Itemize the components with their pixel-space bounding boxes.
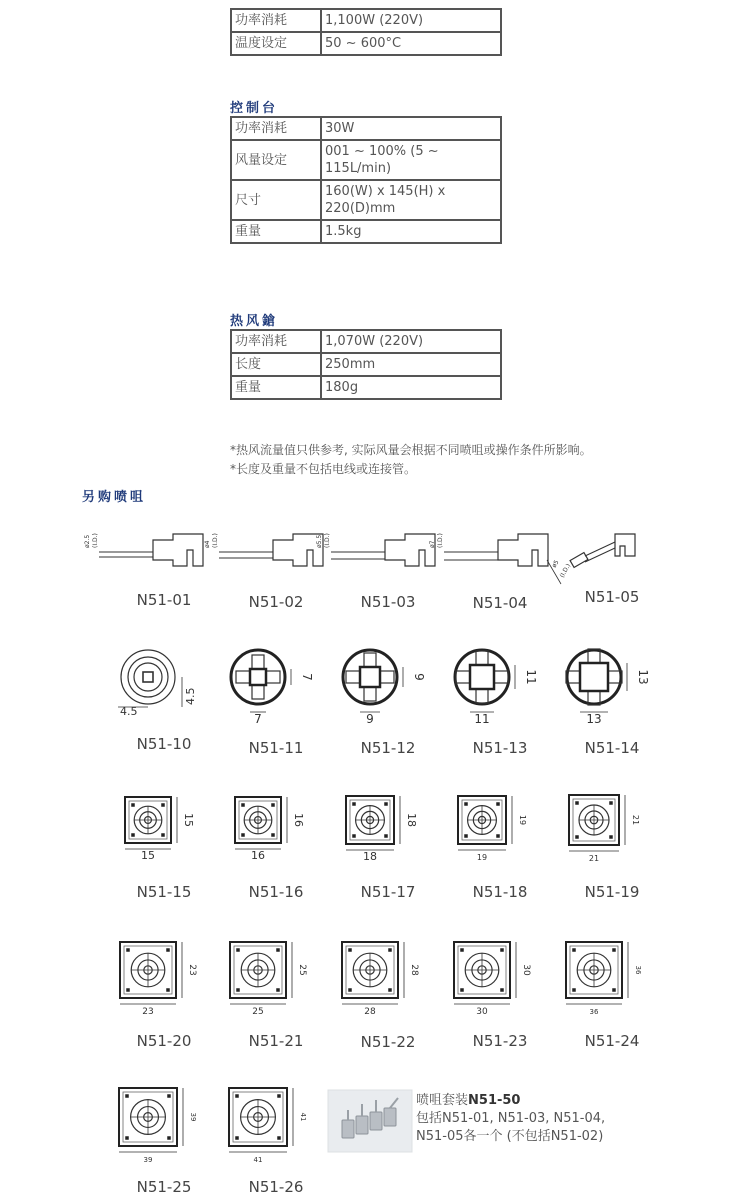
console-heading: 控制台 <box>230 101 279 116</box>
table-row <box>231 9 501 32</box>
id-label: (I.D.) <box>324 533 331 548</box>
dimension-label: 41 <box>253 1156 263 1164</box>
nozzle-caption: N51-24 <box>584 1032 640 1050</box>
dimension-label: 23 <box>142 1007 154 1017</box>
square-nozzle-drawing <box>569 795 640 863</box>
round-nozzle-drawing <box>118 650 197 718</box>
square-nozzle-drawing <box>229 1088 307 1164</box>
table-row <box>231 180 501 220</box>
nozzle-caption: N51-02 <box>248 593 304 611</box>
side-view-nozzle-drawing <box>204 533 323 566</box>
console-spec-table <box>230 116 502 244</box>
spec-value: 160(W) x 145(H) x 220(D)mm <box>321 180 501 220</box>
spec-value: 30W <box>321 117 501 140</box>
side-view-nozzle-drawing <box>316 533 435 566</box>
spec-value: 1.5kg <box>321 220 501 243</box>
dimension-label: 16 <box>251 849 265 862</box>
nozzle-caption: N51-18 <box>472 883 528 901</box>
nozzle-caption: N51-05 <box>584 588 640 606</box>
round-nozzle-drawing <box>231 650 314 726</box>
nozzle-caption: N51-03 <box>360 593 416 611</box>
round-nozzle-drawing <box>455 650 538 726</box>
nozzle-kit-description <box>416 1092 605 1146</box>
spec-value: 180g <box>321 376 501 399</box>
dimension-label: 25 <box>252 1007 264 1017</box>
id-label: (I.D.) <box>437 533 444 548</box>
table-row <box>231 140 501 180</box>
gun-heading: 热风鎗 <box>230 314 279 329</box>
spec-value: 001 ~ 100% (5 ~ 115L/min) <box>321 140 501 180</box>
table-row <box>231 376 501 399</box>
nozzle-row-1 <box>85 522 655 592</box>
dimension-label: 25 <box>297 964 307 976</box>
dimension-label: 41 <box>299 1112 307 1122</box>
nozzle-caption: N51-25 <box>136 1178 192 1196</box>
square-nozzle-drawing <box>125 797 195 862</box>
id-label: (I.D.) <box>92 533 99 548</box>
spec-value: 250mm <box>321 353 501 376</box>
id-label: (I.D.) <box>558 562 573 579</box>
dimension-label: ø4 <box>204 540 211 548</box>
spec-key: 长度 <box>231 353 321 376</box>
dimension-label: 19 <box>476 853 488 862</box>
nozzle-row-4 <box>110 938 650 1018</box>
optional-nozzles-heading: 另购喷咀 <box>82 490 147 505</box>
nozzle-row-5 <box>110 1085 320 1164</box>
dimension-label: 9 <box>366 712 374 726</box>
nozzle-caption: N51-17 <box>360 883 416 901</box>
dimension-label: 18 <box>405 813 418 827</box>
dimension-label: 15 <box>182 813 195 827</box>
square-nozzle-drawing <box>458 796 527 862</box>
dimension-label: 9 <box>412 673 426 681</box>
spec-value: 1,070W (220V) <box>321 330 501 353</box>
nozzle-caption: N51-20 <box>136 1032 192 1050</box>
spec-key: 尺寸 <box>231 180 321 220</box>
nozzle-caption: N51-01 <box>136 591 192 609</box>
nozzle-kit-photo <box>328 1090 412 1152</box>
dimension-label: 13 <box>636 669 650 685</box>
spec-key: 温度设定 <box>231 32 321 55</box>
side-view-nozzle-drawing <box>429 533 548 566</box>
square-nozzle-drawing <box>454 942 531 1017</box>
id-label: (I.D.) <box>212 533 219 548</box>
nozzle-caption: N51-13 <box>472 739 528 757</box>
square-nozzle-drawing <box>120 942 197 1017</box>
nozzle-row-2 <box>110 645 650 725</box>
dimension-label: 23 <box>187 964 197 976</box>
dimension-label: 39 <box>143 1156 153 1164</box>
kit-title <box>416 1092 605 1110</box>
nozzle-caption: N51-04 <box>472 594 528 612</box>
table-row <box>231 330 501 353</box>
dimension-label: ø2.5 <box>84 534 91 548</box>
dimension-label: 4.5 <box>120 705 138 718</box>
nozzle-caption: N51-23 <box>472 1032 528 1050</box>
dimension-label: 18 <box>363 850 377 863</box>
kit-title-prefix: 喷咀套装 <box>416 1093 469 1108</box>
spec-key: 风量设定 <box>231 140 321 180</box>
dimension-label: 21 <box>631 814 640 826</box>
dimension-label: ø5 <box>550 559 561 569</box>
nozzle-caption: N51-12 <box>360 739 416 757</box>
spec-key: 重量 <box>231 376 321 399</box>
dimension-label: 11 <box>474 712 490 726</box>
dimension-label: 15 <box>141 849 155 862</box>
dimension-label: 30 <box>476 1007 488 1017</box>
dimension-label: 28 <box>364 1007 376 1017</box>
nozzle-row-3 <box>110 790 650 865</box>
table-row <box>231 32 501 55</box>
nozzle-caption: N51-22 <box>360 1033 416 1051</box>
round-nozzle-drawing <box>566 649 650 726</box>
dimension-label: 19 <box>518 814 527 826</box>
nozzle-caption: N51-16 <box>248 883 304 901</box>
table-row <box>231 220 501 243</box>
table-row <box>231 353 501 376</box>
nozzle-caption: N51-11 <box>248 739 304 757</box>
side-view-nozzle-drawing <box>84 533 203 566</box>
dimension-label: 30 <box>521 964 531 976</box>
spec-value: 1,100W (220V) <box>321 9 501 32</box>
kit-line: N51-05各一个 (不包括N51-02) <box>416 1129 604 1144</box>
dimension-label: ø7 <box>429 540 436 548</box>
dimension-label: 7 <box>254 712 262 726</box>
square-nozzle-drawing <box>235 797 305 862</box>
dimension-label: ø5.5 <box>316 534 323 548</box>
dimension-label: 36 <box>589 1008 599 1016</box>
square-nozzle-drawing <box>342 942 419 1017</box>
dimension-label: 28 <box>409 964 419 976</box>
round-nozzle-drawing <box>343 650 426 726</box>
dimension-label: 11 <box>524 669 538 685</box>
kit-model: N51-50 <box>468 1093 521 1108</box>
nozzle-caption: N51-26 <box>248 1178 304 1196</box>
note-flow: *热风流量值只供参考, 实际风量会根据不同喷咀或操作条件所影响。 <box>230 443 592 457</box>
dimension-label: 16 <box>292 813 305 827</box>
spec-key: 功率消耗 <box>231 330 321 353</box>
square-nozzle-drawing <box>346 796 418 863</box>
nozzle-caption: N51-10 <box>136 735 192 753</box>
table-row <box>231 117 501 140</box>
square-nozzle-drawing <box>230 942 307 1017</box>
spec-key: 功率消耗 <box>231 9 321 32</box>
dimension-label: 4.5 <box>184 687 197 705</box>
dimension-label: 21 <box>588 854 600 863</box>
spec-key: 功率消耗 <box>231 117 321 140</box>
nozzle-caption: N51-14 <box>584 739 640 757</box>
nozzle-caption: N51-21 <box>248 1032 304 1050</box>
spec-key: 重量 <box>231 220 321 243</box>
dimension-label: 7 <box>300 673 314 681</box>
note-length: *长度及重量不包括电线或连接管。 <box>230 462 417 476</box>
dimension-label: 39 <box>189 1112 197 1122</box>
notes <box>230 441 592 479</box>
dimension-label: 13 <box>586 712 602 726</box>
angled-nozzle-drawing <box>547 534 635 584</box>
square-nozzle-drawing <box>119 1088 197 1164</box>
kit-line: 包括N51-01, N51-03, N51-04, <box>416 1111 606 1126</box>
gun-spec-table <box>230 329 502 400</box>
heater-spec-table <box>230 8 502 56</box>
dimension-label: 36 <box>634 965 642 975</box>
nozzle-caption: N51-19 <box>584 883 640 901</box>
spec-value: 50 ~ 600°C <box>321 32 501 55</box>
square-nozzle-drawing <box>566 942 642 1016</box>
nozzle-caption: N51-15 <box>136 883 192 901</box>
